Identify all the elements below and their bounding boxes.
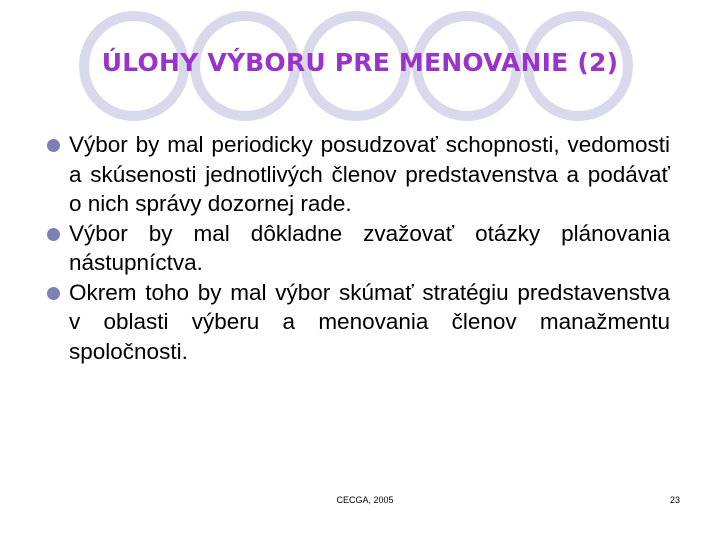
bullet-item bbox=[47, 278, 670, 367]
bullet-dot-icon bbox=[47, 287, 60, 300]
bullet-text: Okrem toho by mal výbor skúmať stratégiu predstavenstva v oblasti výberu a menovania členov manažmentu spoločnosti. bbox=[69, 279, 670, 364]
bullet-list bbox=[47, 130, 670, 366]
bullet-dot-icon bbox=[47, 228, 60, 241]
bullet-item bbox=[47, 219, 670, 278]
page-number: 23 bbox=[669, 495, 680, 505]
bullet-text: Výbor by mal dôkladne zvažovať otázky plánovania nástupníctva. bbox=[69, 220, 670, 275]
bullet-item bbox=[47, 130, 670, 219]
bullet-text: Výbor by mal periodicky posudzovať schopnosti, vedomosti a skúsenosti jednotlivých členov predstavenstva a podávať o nich správy dozornej rade. bbox=[69, 132, 670, 216]
footer-text: CECGA, 2005 bbox=[336, 495, 394, 505]
bullet-dot-icon bbox=[47, 139, 60, 152]
slide-title: ÚLOHY VÝBORU PRE MENOVANIE (2) bbox=[101, 48, 619, 77]
